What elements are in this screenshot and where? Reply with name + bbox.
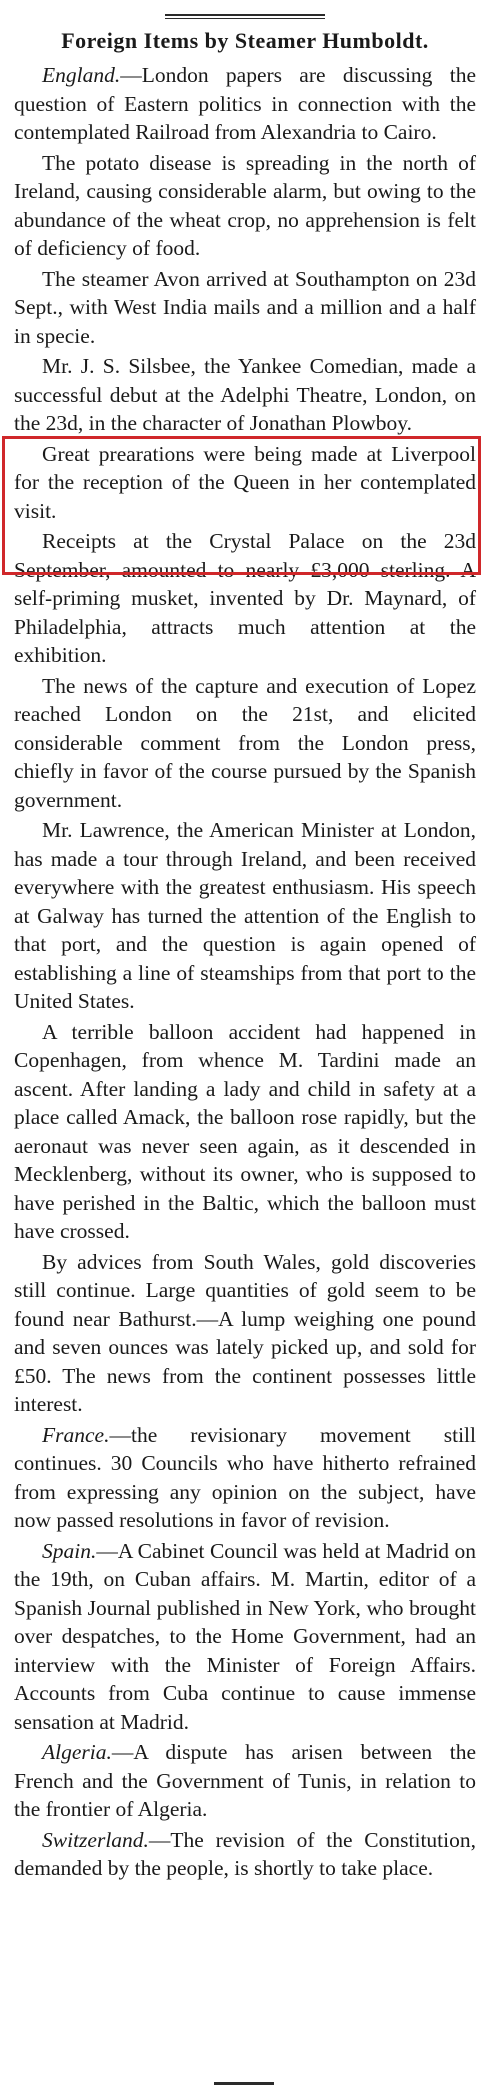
item-text: —A dispute has arisen between the French and the Government of Tunis, in relation to the frontier of Algeria. [14,1740,476,1821]
item-text: A terrible balloon accident had happened in Copenhagen, from whence M. Tardini made an ascent. After landing a lady and child in safety at a place called Amack, the balloon rose rapidly, but the aeronaut was never seen again, as it descended in Mecklenberg, without its owner, who is supposed to have perished in the Baltic, which the balloon must have crossed. [14,1019,476,1243]
news-item-switzerland [14,1826,476,1883]
item-text: Great prearations were being made at Liverpool for the reception of the Queen in her contemplated visit. [14,441,476,523]
item-text: —The revision of the Constitution, demanded by the people, is shortly to take place. [14,1827,476,1880]
item-text: Mr. Lawrence, the American Minister at London, has made a tour through Ireland, and been received everywhere with the greatest enthusiasm. His speech at Galway has turned the attention of the English to that port, and the question is again opened of establishing a line of steamships from that port to the United States. [14,818,476,1013]
headline: Foreign Items by Steamer Humboldt. [61,28,429,53]
place-name: England. [42,63,121,87]
news-item-france [14,1421,476,1535]
item-text: The potato disease is spreading in the north of Ireland, causing considerable alarm, but owing to the abundance of the wheat crop, no apprehension is felt of deficiency of food. [14,150,476,260]
news-item-england [14,61,476,147]
item-text: —A Cabinet Council was held at Madrid on the 19th, on Cuban affairs. M. Martin, editor of a Spanish Journal published in New York, who brought over despatches, to the Home Government, had an interview with the Minister of Foreign Affairs. Accounts from Cuba continue to cause immense sensation at Madrid. [14,1538,476,1734]
item-text: Receipts at the Crystal Palace on the 23d September, amounted to nearly £3,000 sterling. A self-priming musket, invented by Dr. Maynard, of Philadelphia, attracts much attention at the exhibition. [14,529,476,667]
item-text: The news of the capture and execution of Lopez reached London on the 21st, and elicited considerable comment from the London press, chiefly in favor of the course pursued by the Spanish government. [14,673,476,812]
item-text: By advices from South Wales, gold discoveries still continue. Large quantities of gold seem to be found near Bathurst.—A lump weighing one pound and seven ounces was lately picked up, and sold for £50. The news from the continent possesses little interest. [14,1249,476,1416]
place-name: Spain. [42,1538,97,1563]
news-item-potato [14,149,476,263]
news-item-avon [14,265,476,351]
news-item-balloon [14,1018,476,1246]
news-item-lopez [14,672,476,815]
item-text: —London papers are discussing the question of Eastern politics in connection with the contemplated Railroad from Alexandria to Cairo. [14,63,476,144]
item-text: —the revisionary movement still continues. 30 Councils who have hitherto refrained from expressing any opinion on the subject, have now passed resolutions in favor of revision. [14,1422,476,1532]
top-rule [165,14,325,19]
news-item-liverpool [14,440,476,526]
news-item-spain [14,1537,476,1737]
news-item-crystal-palace [14,527,476,670]
bottom-rule [214,2082,274,2085]
item-text: Mr. J. S. Silsbee, the Yankee Comedian, made a successful debut at the Adelphi Theatre, London, on the 23d, in the character of Jonathan Plowboy. [14,354,476,435]
item-text: The steamer Avon arrived at Southampton on 23d Sept., with West India mails and a million and a half in specie. [14,266,476,348]
news-item-silsbee [14,352,476,438]
news-item-algeria [14,1738,476,1824]
news-item-lawrence [14,816,476,1016]
place-name: France. [42,1422,110,1447]
news-item-gold [14,1248,476,1419]
place-name: Algeria. [42,1740,112,1764]
place-name: Switzerland. [42,1827,149,1852]
